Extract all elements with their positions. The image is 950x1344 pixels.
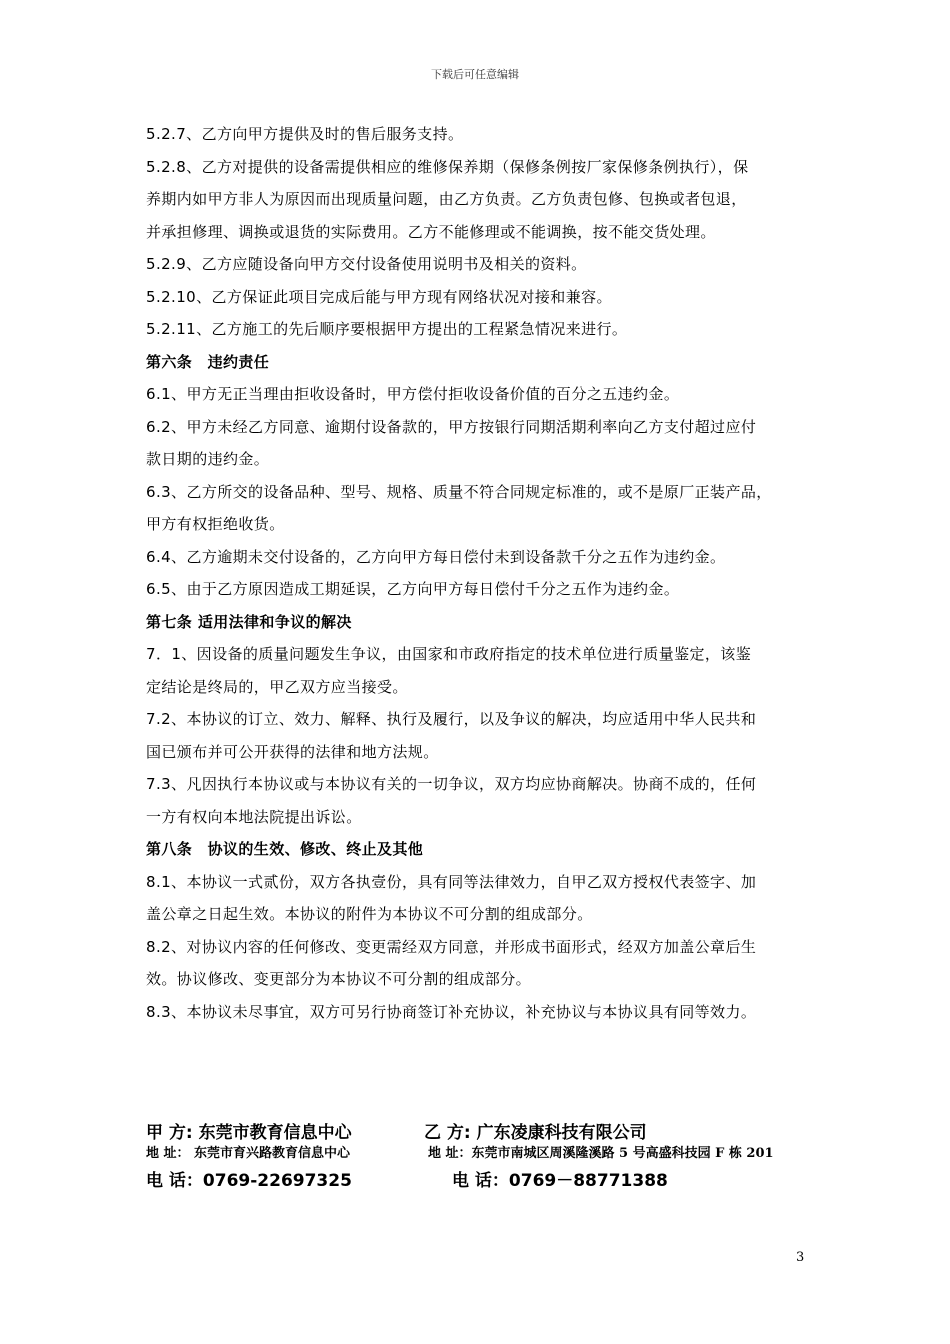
text-line: 8.2、对协议内容的任何修改、变更需经双方同意，并形成书面形式，经双方加盖公章后生 xyxy=(146,937,757,956)
text-line: 6.5、由于乙方原因造成工期延误，乙方向甲方每日偿付千分之五作为违约金。 xyxy=(146,580,680,598)
text-line: 效。协议修改、变更部分为本协议不可分割的组成部分。 xyxy=(146,970,532,988)
page-number: 3 xyxy=(796,1250,805,1265)
signature-block xyxy=(146,1118,826,1190)
party-a-address: 地 址： 东莞市育兴路教育信息中心 xyxy=(146,1146,351,1161)
text-line: 6.2、甲方未经乙方同意、逾期付设备款的，甲方按银行同期活期利率向乙方支付超过应付 xyxy=(146,417,757,436)
text-line: 7.3、凡因执行本协议或与本协议有关的一切争议，双方均应协商解决。协商不成的，任何 xyxy=(146,775,757,793)
text-line: 5.2.10、乙方保证此项目完成后能与甲方现有网络状况对接和兼容。 xyxy=(146,287,612,306)
party-b-phone: 电 话：0769－88771388 xyxy=(452,1171,668,1191)
section-heading: 第六条 违约责任 xyxy=(146,352,270,371)
party-b-address: 地 址：东莞市南城区周溪隆溪路 5 号高盛科技园 F 栋 201 xyxy=(428,1146,774,1161)
party-a-name: 甲 方: 东莞市教育信息中心 xyxy=(146,1123,352,1143)
text-line: 7．1、因设备的质量问题发生争议，由国家和市政府指定的技术单位进行质量鉴定，该鉴 xyxy=(146,645,752,663)
text-line: 5.2.9、乙方应随设备向甲方交付设备使用说明书及相关的资料。 xyxy=(146,255,587,273)
text-line: 8.3、本协议未尽事宜，双方可另行协商签订补充协议，补充协议与本协议具有同等效力。 xyxy=(146,1002,757,1021)
text-line: 养期内如甲方非人为原因而出现质量问题，由乙方负责。乙方负责包修、包换或者包退， xyxy=(146,190,747,208)
text-line: 定结论是终局的，甲乙双方应当接受。 xyxy=(146,677,408,696)
text-line: 甲方有权拒绝收货。 xyxy=(146,515,285,533)
document-body xyxy=(146,124,816,1034)
text-line: 7.2、本协议的订立、效力、解释、执行及履行，以及争议的解决，均应适用中华人民共和 xyxy=(146,710,757,728)
text-line: 6.4、乙方逾期未交付设备的，乙方向甲方每日偿付未到设备款千分之五作为违约金。 xyxy=(146,547,726,566)
section-heading: 第七条 适用法律和争议的解决 xyxy=(146,612,352,631)
section-heading: 第八条 协议的生效、修改、终止及其他 xyxy=(146,840,424,858)
text-line: 6.3、乙方所交的设备品种、型号、规格、质量不符合同规定标准的，或不是原厂正装产品， xyxy=(146,482,772,501)
party-b-name: 乙 方: 广东凌康科技有限公司 xyxy=(424,1123,647,1143)
text-line: 5.2.8、乙方对提供的设备需提供相应的维修保养期（保修条例按厂家保修条例执行），保 xyxy=(146,157,749,176)
text-line: 5.2.7、乙方向甲方提供及时的售后服务支持。 xyxy=(146,125,464,143)
text-line: 5.2.11、乙方施工的先后顺序要根据甲方提出的工程紧急情况来进行。 xyxy=(146,320,628,338)
text-line: 6.1、甲方无正当理由拒收设备时，甲方偿付拒收设备价值的百分之五违约金。 xyxy=(146,385,680,403)
text-line: 盖公章之日起生效。本协议的附件为本协议不可分割的组成部分。 xyxy=(146,905,593,923)
text-line: 并承担修理、调换或退货的实际费用。乙方不能修理或不能调换，按不能交货处理。 xyxy=(146,222,716,241)
header-note: 下载后可任意编辑 xyxy=(431,68,519,81)
text-line: 一方有权向本地法院提出诉讼。 xyxy=(146,807,362,826)
text-line: 8.1、本协议一式贰份，双方各执壹份，具有同等法律效力，自甲乙双方授权代表签字、加 xyxy=(146,872,757,891)
party-a-phone: 电 话：0769-22697325 xyxy=(146,1171,352,1191)
text-line: 国已颁布并可公开获得的法律和地方法规。 xyxy=(146,742,439,761)
text-line: 款日期的违约金。 xyxy=(146,450,270,468)
